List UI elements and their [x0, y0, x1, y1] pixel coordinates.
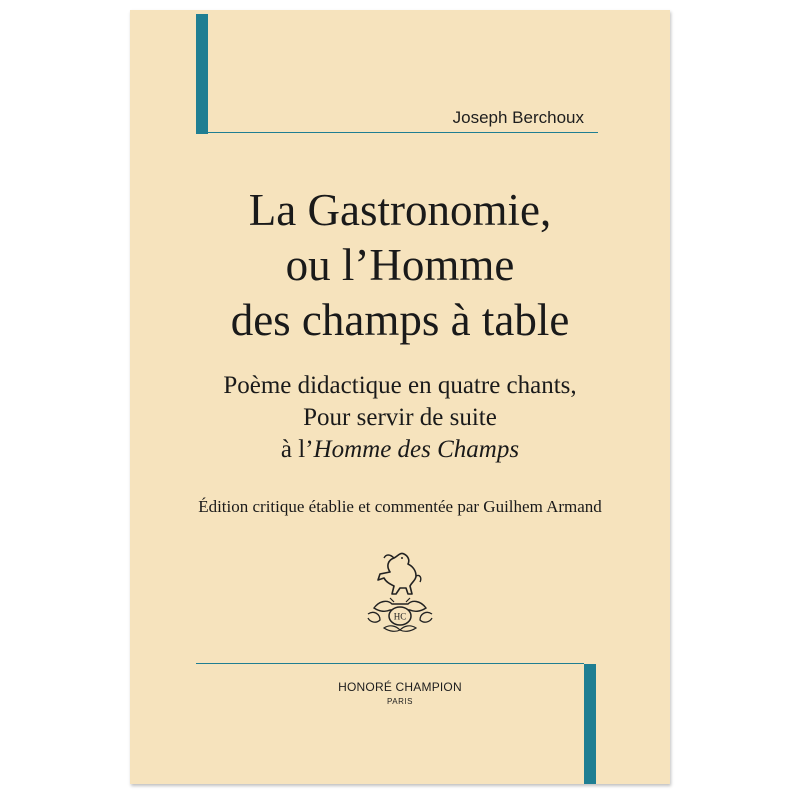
top-rule: [208, 132, 598, 133]
edition-credit: Édition critique établie et commentée par Guilhem Armand: [198, 497, 602, 516]
book-title: [140, 183, 660, 348]
subtitle-italic-title: Homme des Champs: [313, 436, 520, 463]
subtitle-line: Pour servir de suite: [303, 404, 497, 431]
title-line: ou l’Homme: [285, 240, 515, 290]
emblem-monogram: HC: [393, 611, 407, 622]
bottom-rule: [196, 663, 584, 664]
publisher-city: PARIS: [387, 697, 413, 706]
publisher-name: HONORÉ CHAMPION: [338, 680, 462, 694]
subtitle-line: [140, 434, 660, 466]
subtitle-prefix: à l’: [280, 436, 314, 463]
title-line: des champs à table: [230, 295, 570, 345]
rearing-horse-emblem-icon: [350, 542, 450, 642]
book-subtitle: [140, 370, 660, 466]
top-accent-bar: [196, 14, 208, 134]
author-name: Joseph Berchoux: [452, 108, 584, 127]
title-line: La Gastronomie,: [248, 185, 552, 235]
bottom-accent-bar: [584, 664, 596, 784]
subtitle-line: Poème didactique en quatre chants,: [223, 372, 577, 399]
